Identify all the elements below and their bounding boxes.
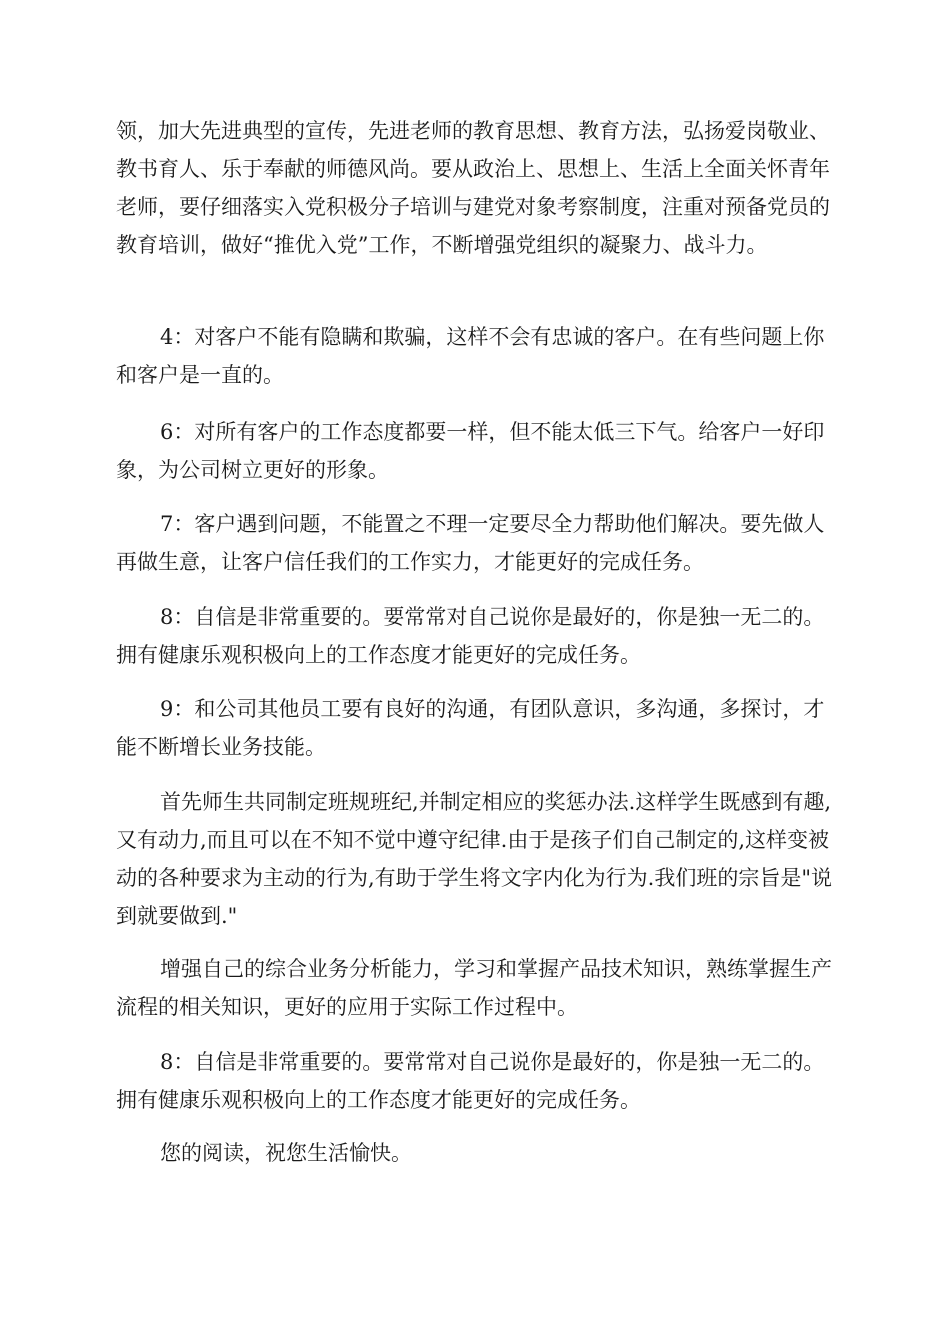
paragraph-item-8-second: 8：自信是非常重要的。要常常对自己说你是最好的，你是独一无二的。拥有健康乐观积极向上的工作态度才能更好的完成任务。 xyxy=(116,1050,825,1112)
paragraph-item-9: 9：和公司其他员工要有良好的沟通，有团队意识，多沟通，多探讨，才能不断增长业务技能。 xyxy=(116,697,825,759)
paragraph-item-8-first: 8：自信是非常重要的。要常常对自己说你是最好的，你是独一无二的。拥有健康乐观积极向上的工作态度才能更好的完成任务。 xyxy=(116,605,825,667)
paragraph-class-rules: 首先师生共同制定班规班纪,并制定相应的奖惩办法.这样学生既感到有趣,又有动力,而且可以在不知不觉中遵守纪律.由于是孩子们自己制定的,这样变被动的各种要求为主动的行为,有助于学生将文字内化为行为.我们班的宗旨是"说到就要做到." xyxy=(116,790,833,928)
paragraph-closing: 您的阅读，祝您生活愉快。 xyxy=(160,1141,412,1165)
paragraph-business-skills: 增强自己的综合业务分析能力，学习和掌握产品技术知识，熟练掌握生产流程的相关知识，更好的应用于实际工作过程中。 xyxy=(116,957,832,1019)
paragraph-item-7: 7：客户遇到问题，不能置之不理一定要尽全力帮助他们解决。要先做人再做生意，让客户信任我们的工作实力，才能更好的完成任务。 xyxy=(116,512,825,574)
paragraph-party-building: 领，加大先进典型的宣传，先进老师的教育思想、教育方法，弘扬爱岗敬业、教书育人、乐于奉献的师德风尚。要从政治上、思想上、生活上全面关怀青年老师，要仔细落实入党积极分子培训与建党对象考察制度，注重对预备党员的教育培训，做好“推优入党”工作，不断增强党组织的凝聚力、战斗力。 xyxy=(116,119,830,257)
paragraph-item-6: 6：对所有客户的工作态度都要一样，但不能太低三下气。给客户一好印象，为公司树立更好的形象。 xyxy=(116,420,825,482)
paragraph-item-4: 4：对客户不能有隐瞒和欺骗，这样不会有忠诚的客户。在有些问题上你和客户是一直的。 xyxy=(116,325,825,387)
